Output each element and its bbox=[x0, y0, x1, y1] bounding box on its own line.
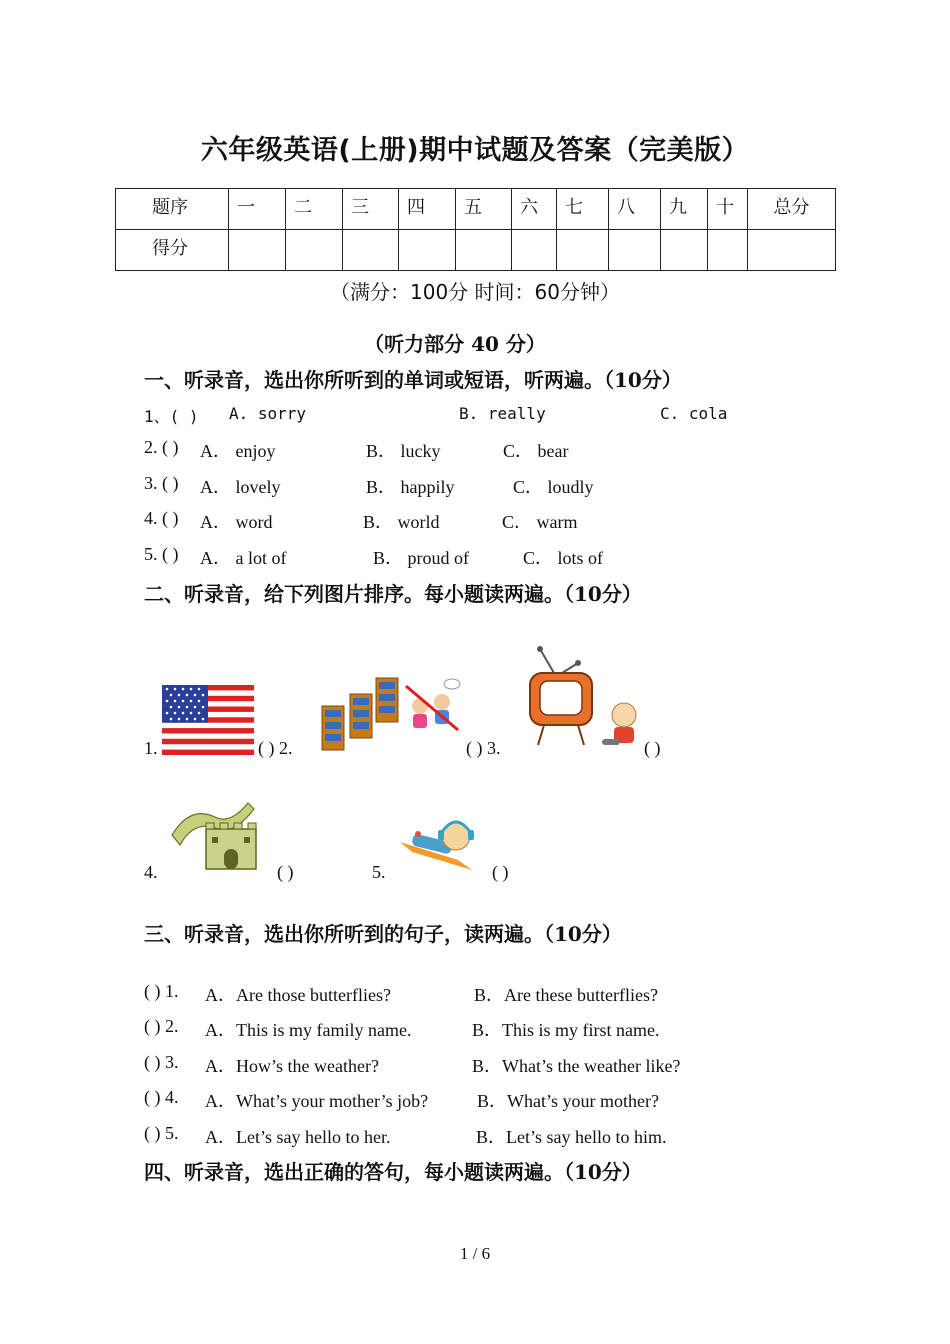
section1-heading: 一、听录音，选出你所听到的单词或短语，听两遍。（10分） bbox=[144, 368, 682, 392]
score-header-cell: 二 bbox=[286, 189, 343, 230]
score-cell bbox=[609, 230, 661, 271]
score-header-cell: 十 bbox=[708, 189, 748, 230]
question-number: ( ) 2. bbox=[144, 1016, 179, 1036]
page-number: 1 / 6 bbox=[459, 1244, 491, 1263]
score-cell bbox=[286, 230, 343, 271]
picture-5-number: 5. bbox=[372, 862, 386, 882]
option-b: B．This is my first name. bbox=[472, 1020, 660, 1040]
option-c: C. cola bbox=[660, 404, 728, 423]
score-header-cell: 五 bbox=[456, 189, 512, 230]
question-number: ( ) 3. bbox=[144, 1052, 179, 1072]
option-a: A．This is my family name. bbox=[205, 1020, 412, 1040]
score-header-cell: 一 bbox=[229, 189, 286, 230]
option-b: B．Let’s say hello to him. bbox=[476, 1127, 667, 1147]
question-number: 1、( ) bbox=[144, 407, 199, 426]
option-b: B． happily bbox=[366, 477, 455, 497]
option-b: B．What’s your mother? bbox=[477, 1091, 659, 1111]
option-c: C． lots of bbox=[523, 548, 604, 568]
picture-4-answer: ( ) bbox=[277, 862, 294, 882]
option-a: A. sorry bbox=[229, 404, 307, 423]
option-b: B. really bbox=[459, 404, 546, 423]
score-cell bbox=[661, 230, 708, 271]
library-picture bbox=[320, 672, 465, 754]
option-b: B．What’s the weather like? bbox=[472, 1056, 681, 1076]
score-table-score-row bbox=[116, 230, 836, 271]
question-number: 4. ( ) bbox=[144, 508, 179, 528]
score-cell bbox=[748, 230, 836, 271]
option-c: C． loudly bbox=[513, 477, 594, 497]
option-b: B． world bbox=[363, 512, 440, 532]
option-a: A． a lot of bbox=[200, 548, 287, 568]
score-header-cell: 六 bbox=[512, 189, 557, 230]
question-number: 2. ( ) bbox=[144, 437, 179, 457]
flag-picture bbox=[162, 685, 254, 755]
exam-info: （满分：100分 时间：60分钟） bbox=[330, 280, 620, 304]
score-header-cell: 九 bbox=[661, 189, 708, 230]
option-b: B． proud of bbox=[373, 548, 469, 568]
score-header-cell: 四 bbox=[399, 189, 456, 230]
option-a: A．How’s the weather? bbox=[205, 1056, 379, 1076]
score-header-cell: 八 bbox=[609, 189, 661, 230]
question-number: ( ) 5. bbox=[144, 1123, 179, 1143]
score-cell bbox=[343, 230, 399, 271]
picture-5-answer: ( ) bbox=[492, 862, 509, 882]
section4-heading: 四、听录音，选出正确的答句，每小题读两遍。（10分） bbox=[144, 1160, 642, 1184]
option-a: A． word bbox=[200, 512, 273, 532]
score-table-header-row bbox=[116, 189, 836, 230]
listening-header: （听力部分 40 分） bbox=[364, 332, 546, 356]
score-cell bbox=[708, 230, 748, 271]
picture-1-answer-and-2-number: ( ) 2. bbox=[258, 738, 293, 758]
listening-girl-picture bbox=[398, 812, 484, 874]
option-a: A． enjoy bbox=[200, 441, 276, 461]
score-cell bbox=[399, 230, 456, 271]
option-a: A．Let’s say hello to her. bbox=[205, 1127, 391, 1147]
score-row-label: 得分 bbox=[116, 230, 229, 271]
option-a: A．What’s your mother’s job? bbox=[205, 1091, 429, 1111]
option-b: B． lucky bbox=[366, 441, 441, 461]
page-title: 六年级英语(上册)期中试题及答案（完美版） bbox=[200, 135, 750, 166]
question-number: 3. ( ) bbox=[144, 473, 179, 493]
option-b: B．Are these butterflies? bbox=[474, 985, 658, 1005]
section3-heading: 三、听录音，选出你所听到的句子，读两遍。（10分） bbox=[144, 922, 622, 946]
option-c: C． bear bbox=[503, 441, 569, 461]
section2-heading: 二、听录音，给下列图片排序。每小题读两遍。（10分） bbox=[144, 582, 642, 606]
question-number: 5. ( ) bbox=[144, 544, 179, 564]
score-cell bbox=[456, 230, 512, 271]
tv-picture bbox=[522, 645, 647, 755]
picture-2-answer-and-3-number: ( ) 3. bbox=[466, 738, 501, 758]
score-cell bbox=[557, 230, 609, 271]
question-number: ( ) 4. bbox=[144, 1087, 179, 1107]
picture-1-number: 1. bbox=[144, 738, 158, 758]
score-header-cell: 三 bbox=[343, 189, 399, 230]
picture-4-number: 4. bbox=[144, 862, 158, 882]
great-wall-picture bbox=[170, 795, 262, 875]
score-table bbox=[115, 188, 836, 271]
option-a: A． lovely bbox=[200, 477, 281, 497]
score-cell bbox=[229, 230, 286, 271]
score-header-cell: 题序 bbox=[116, 189, 229, 230]
question-number: ( ) 1. bbox=[144, 981, 179, 1001]
score-header-cell: 总分 bbox=[748, 189, 836, 230]
option-a: A．Are those butterflies? bbox=[205, 985, 391, 1005]
score-header-cell: 七 bbox=[557, 189, 609, 230]
option-c: C． warm bbox=[502, 512, 578, 532]
score-cell bbox=[512, 230, 557, 271]
picture-3-answer: ( ) bbox=[644, 738, 661, 758]
